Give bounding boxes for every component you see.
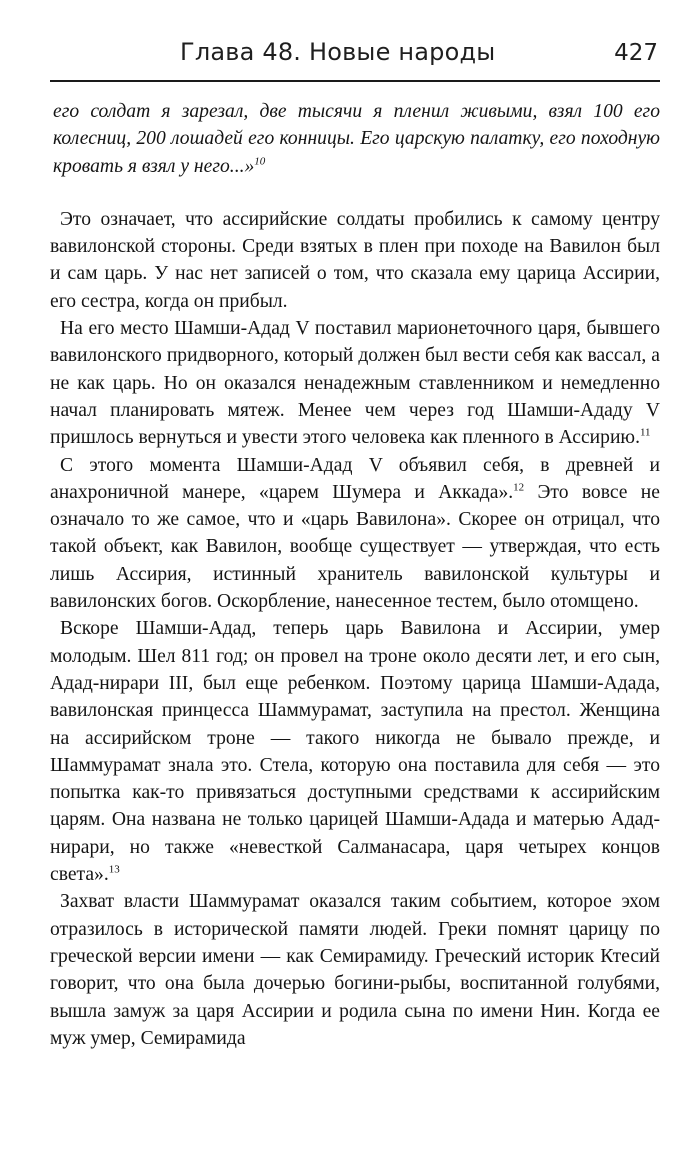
- footnote-ref: 11: [639, 426, 651, 439]
- chapter-title: Глава 48. Новые народы: [180, 38, 496, 66]
- paragraph-2: [50, 315, 660, 451]
- footnote-ref: 13: [108, 863, 120, 876]
- running-header: [50, 32, 660, 82]
- page-body: [50, 98, 660, 1052]
- paragraph-text-continued: Это вовсе не означало то же самое, что и «царь Вавилона». Скорее он отрицал, что такой объект, как Вавилон, вообще существует — утверждая, что есть лишь Ассирия, истинный хранитель вавилонской культуры и вавилонских богов. Оскорбление, нанесенное тестем, было отомщено.: [50, 481, 660, 613]
- quote-text: его солдат я зарезал, две тысячи я пленил живыми, взял 100 его колесниц, 200 лошадей его конницы. Его царскую палатку, его походную кровать я взял у него...»: [53, 101, 660, 177]
- page-number: 427: [614, 40, 658, 66]
- footnote-ref: 10: [254, 155, 266, 168]
- quote-block: [50, 98, 660, 180]
- paragraph-text: На его место Шамши-Адад V поставил марионеточного царя, бывшего вавилонского придворного, который должен был вести себя как вассал, а не как царь. Но он оказался ненадежным ставленником и немедленно начал планировать мятеж. Менее чем через год Шамши-Ададу V пришлось вернуться и увести этого человека как пленного в Ассирию.: [50, 318, 660, 449]
- paragraph-5: [50, 888, 660, 1052]
- paragraph-text: Захват власти Шаммурамат оказался таким событием, которое эхом отразилось в исторической памяти людей. Греки помнят царицу по греческой версии имени — как Семирамиду. Греческий историк Ктесий говорит, что она была дочерью богини-рыбы, воспитанной голубями, вышла замуж за царя Ассирии и родила сына по имени Нин. Когда ее муж умер, Семирамида: [50, 891, 660, 1049]
- footnote-ref: 12: [513, 481, 525, 494]
- paragraph-4: [50, 615, 660, 888]
- paragraph-text: С этого момента Шамши-Адад V объявил себя, в древней и анахроничной манере, «царем Шумера и Аккада».: [50, 454, 660, 503]
- paragraph-text: Вскоре Шамши-Адад, теперь царь Вавилона и Ассирии, умер молодым. Шел 811 год; он провел на троне около десяти лет, и его сын, Адад-нирари III, был еще ребенком. Поэтому царица Шамши-Адада, вавилонская принцесса Шаммурамат, заступила на престол. Женщина на ассирийском троне — такого никогда не бывало прежде, и Шаммурамат знала это. Стела, которую она поставила для себя — это попытка как-то привязаться доступными средствами к ассирийским царям. Она названа не только царицей Шамши-Адада и матерью Адад-нирари, но также «невесткой Салманасара, царя четырех концов света».: [50, 618, 660, 886]
- paragraph-text: Это означает, что ассирийские солдаты пробились к самому центру вавилонской стороны. Среди взятых в плен при походе на Вавилон был и сам царь. У нас нет записей о том, что сказала ему царица Ассирии, его сестра, когда он прибыл.: [50, 208, 660, 312]
- paragraph-3: [50, 452, 660, 616]
- paragraph-1: [50, 206, 660, 315]
